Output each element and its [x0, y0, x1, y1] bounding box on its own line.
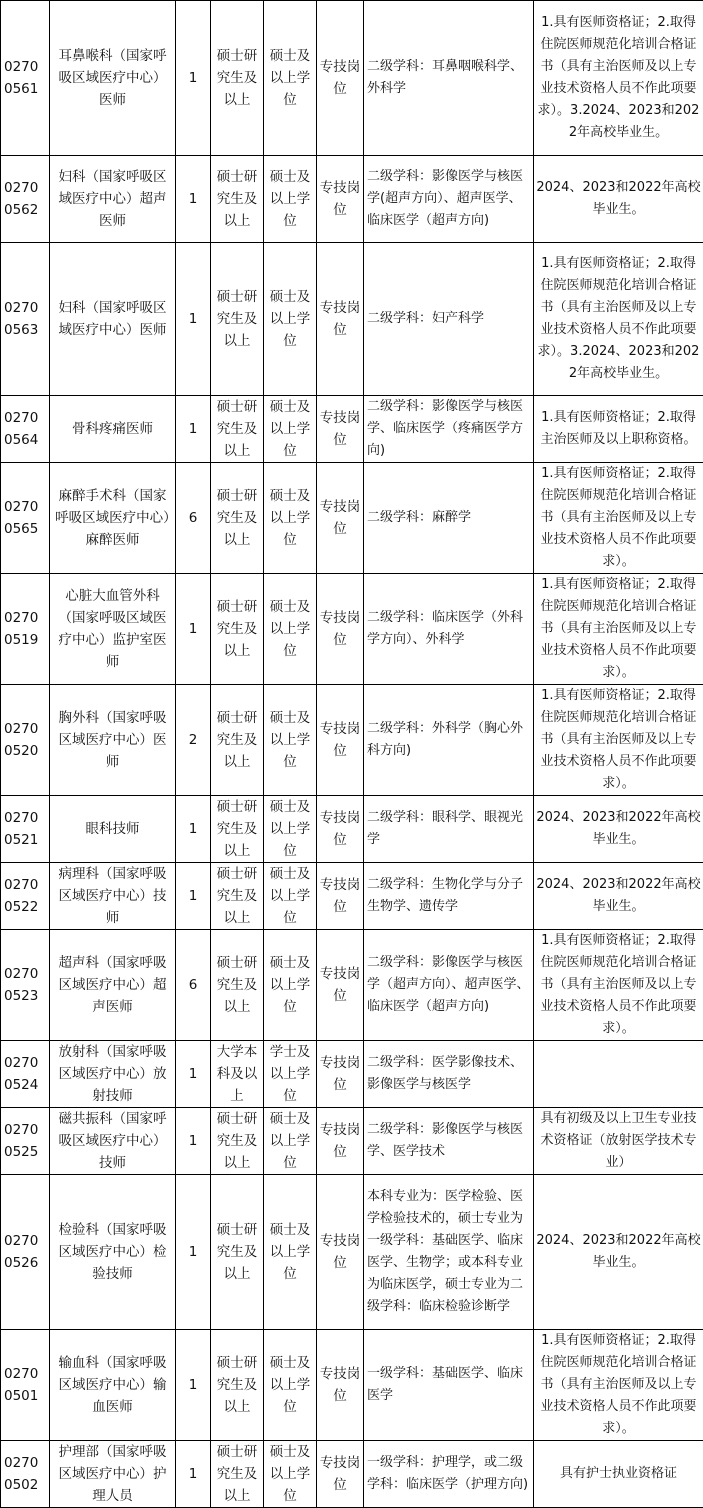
hiring-count-cell: 1 [176, 1, 211, 156]
education-requirement-cell: 硕士研究生及以上 [211, 930, 264, 1041]
education-requirement-cell: 硕士研究生及以上 [211, 156, 264, 243]
education-requirement-cell: 硕士研究生及以上 [211, 1175, 264, 1330]
degree-requirement-cell: 硕士及以上学位 [264, 243, 317, 396]
position-code-cell: 0270 0561 [1, 1, 50, 156]
other-requirement-cell: 2024、2023和2022年高校毕业生。 [534, 1175, 703, 1330]
position-code-cell: 0270 0520 [1, 685, 50, 796]
table-row [1, 156, 703, 243]
degree-requirement-cell: 硕士及以上学位 [264, 574, 317, 685]
degree-requirement-cell: 硕士及以上学位 [264, 1175, 317, 1330]
degree-requirement-cell: 硕士及以上学位 [264, 1108, 317, 1175]
position-name-cell: 输血科（国家呼吸区域医疗中心）输血医师 [50, 1330, 176, 1441]
education-requirement-cell: 硕士研究生及以上 [211, 1, 264, 156]
major-requirement-cell: 二级学科：影像医学与核医学（超声方向）、超声医学、临床医学（超声方向) [364, 930, 534, 1041]
hiring-count-cell: 2 [176, 685, 211, 796]
major-requirement-cell: 二级学科：耳鼻咽喉科学、外科学 [364, 1, 534, 156]
major-requirement-cell: 二级学科：麻醉学 [364, 463, 534, 574]
position-code-cell: 0270 0523 [1, 930, 50, 1041]
major-requirement-cell: 二级学科：临床医学（外科学方向）、外科学 [364, 574, 534, 685]
position-name-cell: 护理部（国家呼吸区域医疗中心）护理人员 [50, 1441, 176, 1508]
other-requirement-cell: 1.具有医师资格证；2.取得住院医师规范化培训合格证书（具有主治医师及以上专业技术资格人员不作此项要求）。 [534, 1330, 703, 1441]
position-name-cell: 麻醉手术科（国家呼吸区域医疗中心）麻醉医师 [50, 463, 176, 574]
major-requirement-cell: 二级学科：影像医学与核医学、临床医学（疼痛医学方向) [364, 396, 534, 463]
major-requirement-cell: 本科专业为：医学检验、医学检验技术的，硕士专业为一级学科：基础医学、临床医学、生物学；或本科专业为临床医学，硕士专业为二级学科：临床检验诊断学 [364, 1175, 534, 1330]
degree-requirement-cell: 硕士及以上学位 [264, 1330, 317, 1441]
position-type-cell: 专技岗位 [317, 1330, 364, 1441]
table-row [1, 930, 703, 1041]
other-requirement-cell: 1.具有医师资格证；2.取得主治医师及以上职称资格。 [534, 396, 703, 463]
degree-requirement-cell: 硕士及以上学位 [264, 863, 317, 930]
degree-requirement-cell: 硕士及以上学位 [264, 796, 317, 863]
hiring-count-cell: 6 [176, 930, 211, 1041]
education-requirement-cell: 硕士研究生及以上 [211, 243, 264, 396]
position-code-cell: 0270 0525 [1, 1108, 50, 1175]
hiring-count-cell: 1 [176, 863, 211, 930]
education-requirement-cell: 硕士研究生及以上 [211, 574, 264, 685]
table-row [1, 685, 703, 796]
other-requirement-cell: 具有初级及以上卫生专业技术资格证（放射医学技术专业） [534, 1108, 703, 1175]
table-row [1, 1108, 703, 1175]
position-type-cell: 专技岗位 [317, 156, 364, 243]
position-name-cell: 检验科（国家呼吸区域医疗中心）检验技师 [50, 1175, 176, 1330]
position-name-cell: 眼科技师 [50, 796, 176, 863]
position-code-cell: 0270 0524 [1, 1041, 50, 1108]
position-name-cell: 病理科（国家呼吸区域医疗中心）技师 [50, 863, 176, 930]
other-requirement-cell: 1.具有医师资格证；2.取得住院医师规范化培训合格证书（具有主治医师及以上专业技术资格人员不作此项要求）。3.2024、2023和2022年高校毕业生。 [534, 243, 703, 396]
degree-requirement-cell: 硕士及以上学位 [264, 156, 317, 243]
position-type-cell: 专技岗位 [317, 930, 364, 1041]
major-requirement-cell: 二级学科：眼科学、眼视光学 [364, 796, 534, 863]
other-requirement-cell: 具有护士执业资格证 [534, 1441, 703, 1508]
major-requirement-cell: 二级学科：影像医学与核医学、医学技术 [364, 1108, 534, 1175]
position-name-cell: 妇科（国家呼吸区域医疗中心）医师 [50, 243, 176, 396]
other-requirement-cell: 1.具有医师资格证；2.取得住院医师规范化培训合格证书（具有主治医师及以上专业技术资格人员不作此项要求）。3.2024、2023和2022年高校毕业生。 [534, 1, 703, 156]
position-type-cell: 专技岗位 [317, 1441, 364, 1508]
other-requirement-cell: 1.具有医师资格证；2.取得住院医师规范化培训合格证书（具有主治医师及以上专业技术资格人员不作此项要求）。 [534, 930, 703, 1041]
position-type-cell: 专技岗位 [317, 1108, 364, 1175]
position-name-cell: 放射科（国家呼吸区域医疗中心）放射技师 [50, 1041, 176, 1108]
other-requirement-cell: 2024、2023和2022年高校毕业生。 [534, 796, 703, 863]
position-name-cell: 耳鼻喉科（国家呼吸区域医疗中心）医师 [50, 1, 176, 156]
table-row [1, 1441, 703, 1508]
degree-requirement-cell: 硕士及以上学位 [264, 1, 317, 156]
position-name-cell: 骨科疼痛医师 [50, 396, 176, 463]
degree-requirement-cell: 硕士及以上学位 [264, 463, 317, 574]
hiring-count-cell: 1 [176, 796, 211, 863]
hiring-count-cell: 1 [176, 1108, 211, 1175]
other-requirement-cell: 1.具有医师资格证；2.取得住院医师规范化培训合格证书（具有主治医师及以上专业技术资格人员不作此项要求）。 [534, 685, 703, 796]
hiring-count-cell: 1 [176, 396, 211, 463]
table-row [1, 1041, 703, 1108]
degree-requirement-cell: 硕士及以上学位 [264, 930, 317, 1041]
hiring-count-cell: 1 [176, 574, 211, 685]
degree-requirement-cell: 学士及以上学位 [264, 1041, 317, 1108]
degree-requirement-cell: 硕士及以上学位 [264, 396, 317, 463]
education-requirement-cell: 硕士研究生及以上 [211, 796, 264, 863]
major-requirement-cell: 一级学科：基础医学、临床医学 [364, 1330, 534, 1441]
education-requirement-cell: 硕士研究生及以上 [211, 396, 264, 463]
table-row [1, 1175, 703, 1330]
position-code-cell: 0270 0563 [1, 243, 50, 396]
position-type-cell: 专技岗位 [317, 863, 364, 930]
hiring-count-cell: 1 [176, 156, 211, 243]
major-requirement-cell: 二级学科：妇产科学 [364, 243, 534, 396]
position-name-cell: 胸外科（国家呼吸区域医疗中心）医师 [50, 685, 176, 796]
education-requirement-cell: 硕士研究生及以上 [211, 1330, 264, 1441]
other-requirement-cell [534, 1041, 703, 1108]
position-type-cell: 专技岗位 [317, 463, 364, 574]
position-code-cell: 0270 0519 [1, 574, 50, 685]
position-type-cell: 专技岗位 [317, 574, 364, 685]
major-requirement-cell: 二级学科：生物化学与分子生物学、遗传学 [364, 863, 534, 930]
degree-requirement-cell: 硕士及以上学位 [264, 685, 317, 796]
major-requirement-cell: 二级学科：医学影像技术、影像医学与核医学 [364, 1041, 534, 1108]
position-type-cell: 专技岗位 [317, 685, 364, 796]
hiring-count-cell: 1 [176, 1041, 211, 1108]
position-name-cell: 超声科（国家呼吸区域医疗中心）超声医师 [50, 930, 176, 1041]
table-row [1, 243, 703, 396]
position-code-cell: 0270 0501 [1, 1330, 50, 1441]
position-code-cell: 0270 0521 [1, 796, 50, 863]
table-row [1, 796, 703, 863]
hiring-count-cell: 6 [176, 463, 211, 574]
other-requirement-cell: 1.具有医师资格证；2.取得住院医师规范化培训合格证书（具有主治医师及以上专业技术资格人员不作此项要求）。 [534, 574, 703, 685]
position-type-cell: 专技岗位 [317, 1175, 364, 1330]
hiring-count-cell: 1 [176, 1175, 211, 1330]
education-requirement-cell: 硕士研究生及以上 [211, 463, 264, 574]
position-type-cell: 专技岗位 [317, 1, 364, 156]
other-requirement-cell: 2024、2023和2022年高校毕业生。 [534, 863, 703, 930]
table-row [1, 396, 703, 463]
hiring-count-cell: 1 [176, 1441, 211, 1508]
position-type-cell: 专技岗位 [317, 1041, 364, 1108]
other-requirement-cell: 2024、2023和2022年高校毕业生。 [534, 156, 703, 243]
table-body [1, 1, 703, 1508]
position-type-cell: 专技岗位 [317, 243, 364, 396]
table-row [1, 463, 703, 574]
position-name-cell: 妇科（国家呼吸区域医疗中心）超声医师 [50, 156, 176, 243]
major-requirement-cell: 二级学科：外科学（胸心外科方向) [364, 685, 534, 796]
education-requirement-cell: 硕士研究生及以上 [211, 1441, 264, 1508]
education-requirement-cell: 硕士研究生及以上 [211, 863, 264, 930]
position-type-cell: 专技岗位 [317, 396, 364, 463]
degree-requirement-cell: 硕士及以上学位 [264, 1441, 317, 1508]
hiring-count-cell: 1 [176, 1330, 211, 1441]
education-requirement-cell: 硕士研究生及以上 [211, 1108, 264, 1175]
position-code-cell: 0270 0564 [1, 396, 50, 463]
position-name-cell: 磁共振科（国家呼吸区域医疗中心）技师 [50, 1108, 176, 1175]
other-requirement-cell: 1.具有医师资格证；2.取得住院医师规范化培训合格证书（具有主治医师及以上专业技术资格人员不作此项要求）。 [534, 463, 703, 574]
position-code-cell: 0270 0565 [1, 463, 50, 574]
hiring-count-cell: 1 [176, 243, 211, 396]
major-requirement-cell: 一级学科：护理学，或二级学科：临床医学（护理方向) [364, 1441, 534, 1508]
position-code-cell: 0270 0522 [1, 863, 50, 930]
position-code-cell: 0270 0526 [1, 1175, 50, 1330]
major-requirement-cell: 二级学科：影像医学与核医学(超声方向）、超声医学、临床医学（超声方向) [364, 156, 534, 243]
table-row [1, 1330, 703, 1441]
position-code-cell: 0270 0562 [1, 156, 50, 243]
position-name-cell: 心脏大血管外科（国家呼吸区域医疗中心）监护室医师 [50, 574, 176, 685]
education-requirement-cell: 硕士研究生及以上 [211, 685, 264, 796]
table-row [1, 574, 703, 685]
table-row [1, 1, 703, 156]
table-row [1, 863, 703, 930]
education-requirement-cell: 大学本科及以上 [211, 1041, 264, 1108]
position-code-cell: 0270 0502 [1, 1441, 50, 1508]
position-type-cell: 专技岗位 [317, 796, 364, 863]
